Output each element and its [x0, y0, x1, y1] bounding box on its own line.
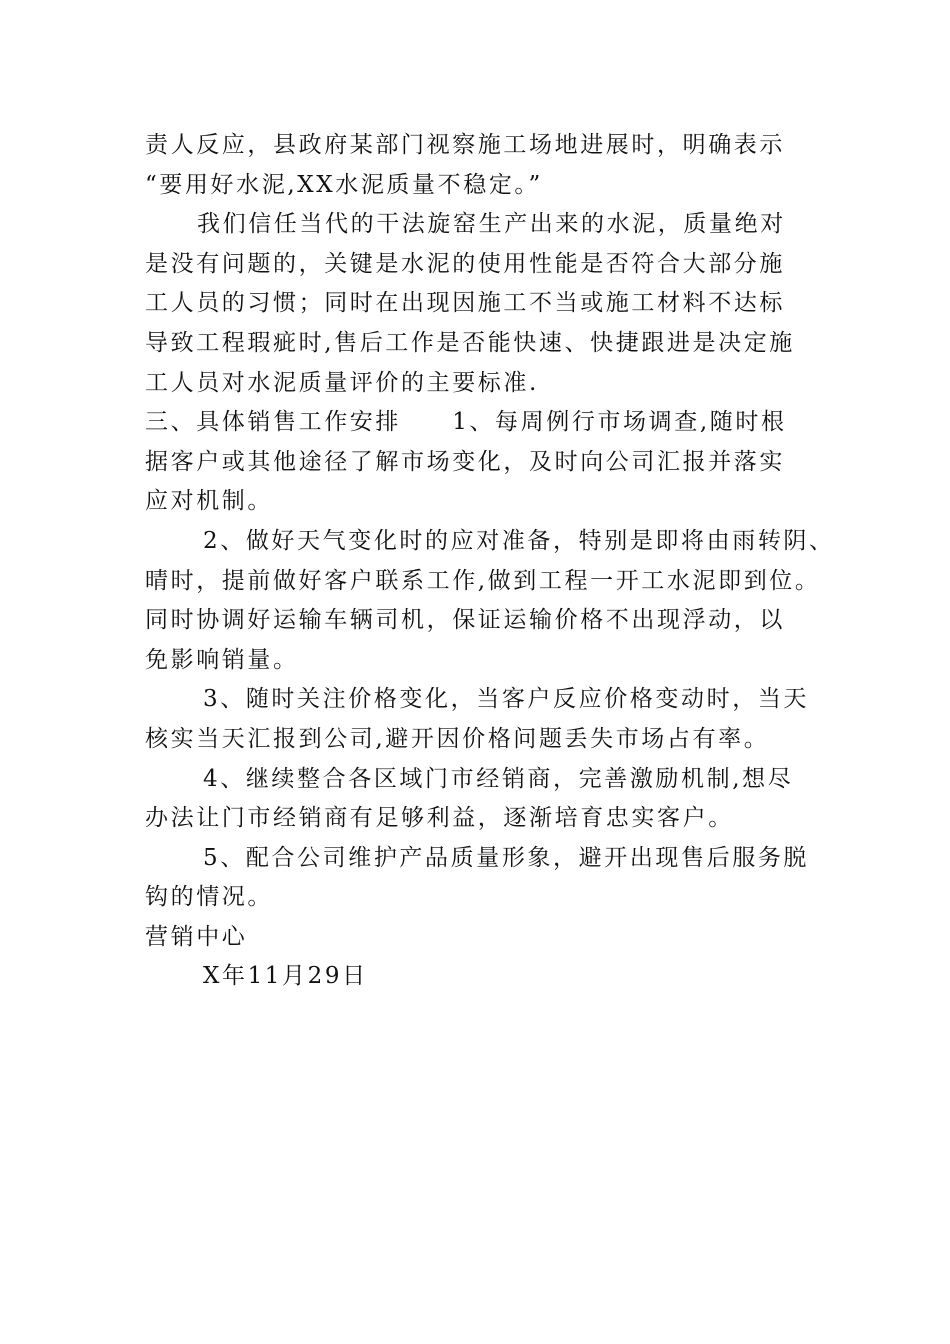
list-item-line: 4、继续整合各区域门市经销商，完善激励机制,想尽	[203, 765, 794, 792]
text-line: “要用好水泥,XX水泥质量不稳定。”	[145, 171, 543, 198]
text-line: 核实当天汇报到公司,避开因价格问题丢失市场占有率。	[145, 725, 770, 752]
signature-department: 营销中心	[145, 923, 248, 950]
list-item-line: 5、配合公司维护产品质量形象，避开出现售后服务脱	[203, 844, 810, 871]
text-line: 应对机制。	[145, 488, 273, 515]
section-heading-line: 三、具体销售工作安排 1、每周例行市场调查,随时根	[145, 409, 787, 436]
text-line: 免影响销量。	[145, 646, 299, 673]
text-line: 工人员对水泥质量评价的主要标准.	[145, 369, 539, 396]
text-line: 工人员的习惯；同时在出现因施工不当或施工材料不达标	[145, 290, 785, 317]
text-line: 导致工程瑕疵时,售后工作是否能快速、快捷跟进是决定施	[145, 329, 795, 356]
list-item-line: 2、做好天气变化时的应对准备，特别是即将由雨转阴、	[203, 527, 835, 554]
list-item-line: 3、随时关注价格变化，当客户反应价格变动时，当天	[203, 686, 810, 713]
text-line: 办法让门市经销商有足够利益，逐渐培育忠实客户。	[145, 805, 734, 832]
text-line: 同时协调好运输车辆司机，保证运输价格不出现浮动，以	[145, 607, 785, 634]
text-line: 晴时，提前做好客户联系工作,做到工程一开工水泥即到位。	[145, 567, 821, 594]
text-line: 是没有问题的，关键是水泥的使用性能是否符合大部分施	[145, 250, 785, 277]
document-body	[145, 126, 835, 997]
text-line: 责人反应，县政府某部门视察施工场地进展时，明确表示	[145, 132, 785, 158]
paragraph-line: 我们信任当代的干法旋窑生产出来的水泥，质量绝对	[197, 211, 786, 238]
signature-date: X年11月29日	[203, 963, 368, 990]
text-line: 据客户或其他途径了解市场变化，及时向公司汇报并落实	[145, 448, 785, 475]
text-line: 钩的情况。	[145, 884, 273, 911]
